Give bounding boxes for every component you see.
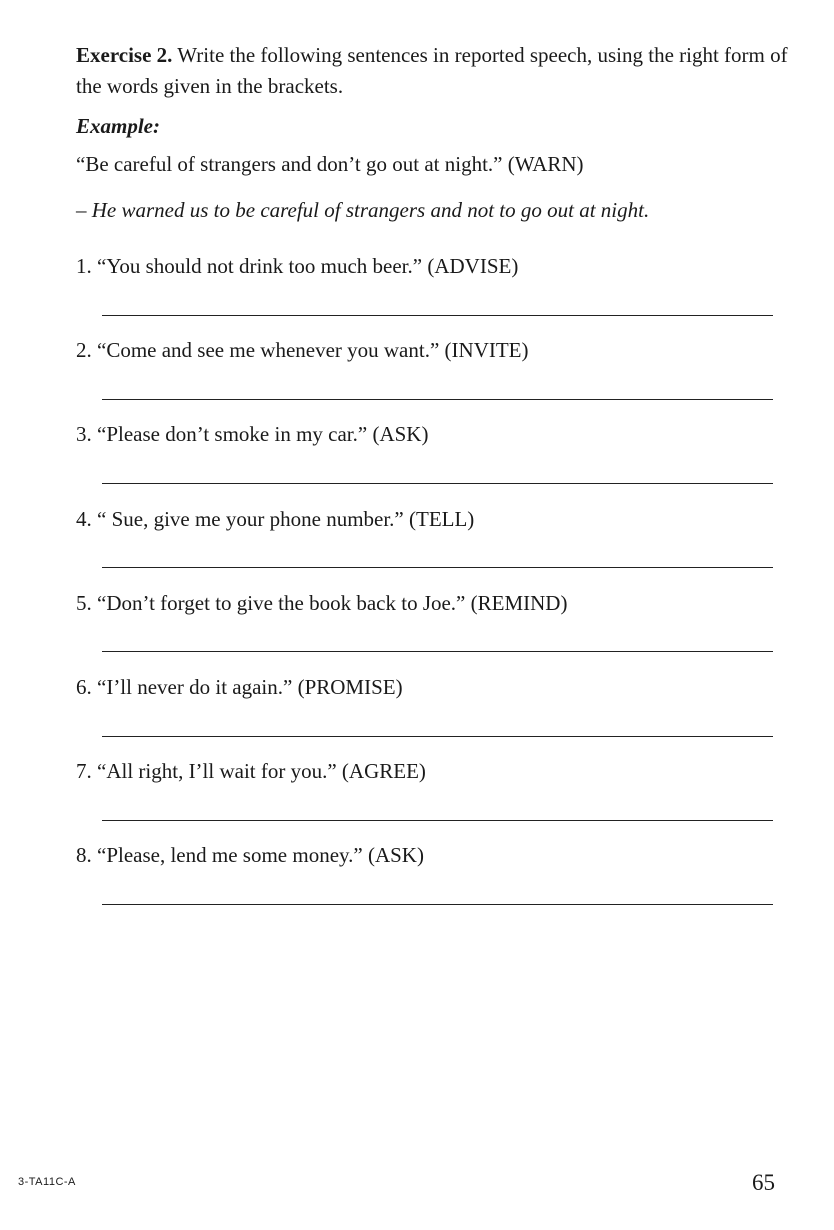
answer-line-3[interactable] bbox=[102, 483, 773, 484]
exercise-item-2: 2. “Come and see me whenever you want.” (INVITE) bbox=[76, 338, 529, 362]
answer-line-6[interactable] bbox=[102, 736, 773, 737]
answer-line-7[interactable] bbox=[102, 820, 773, 821]
exercise-label: Exercise 2. bbox=[76, 43, 173, 67]
exercise-instructions bbox=[76, 40, 788, 102]
exercise-item-3: 3. “Please don’t smoke in my car.” (ASK) bbox=[76, 422, 429, 446]
exercise-item-6: 6. “I’ll never do it again.” (PROMISE) bbox=[76, 675, 403, 699]
page-number: 65 bbox=[752, 1170, 775, 1195]
footer-code: 3-TA11C-A bbox=[18, 1176, 76, 1188]
exercise-item-7: 7. “All right, I’ll wait for you.” (AGREE) bbox=[76, 759, 426, 783]
exercise-item-1: 1. “You should not drink too much beer.” (ADVISE) bbox=[76, 254, 519, 278]
example-label: Example: bbox=[76, 114, 160, 138]
exercise-instruction-text: Write the following sentences in reported speech, using the right form of the words given in the brackets. bbox=[76, 43, 788, 98]
answer-line-2[interactable] bbox=[102, 399, 773, 400]
answer-line-8[interactable] bbox=[102, 904, 773, 905]
answer-line-5[interactable] bbox=[102, 651, 773, 652]
exercise-item-8: 8. “Please, lend me some money.” (ASK) bbox=[76, 843, 424, 867]
exercise-item-5: 5. “Don’t forget to give the book back to Joe.” (REMIND) bbox=[76, 591, 568, 615]
answer-line-1[interactable] bbox=[102, 315, 773, 316]
example-answer: – He warned us to be careful of strangers and not to go out at night. bbox=[76, 198, 650, 222]
example-sentence: “Be careful of strangers and don’t go out at night.” (WARN) bbox=[76, 152, 584, 176]
answer-line-4[interactable] bbox=[102, 567, 773, 568]
exercise-item-4: 4. “ Sue, give me your phone number.” (TELL) bbox=[76, 507, 475, 531]
